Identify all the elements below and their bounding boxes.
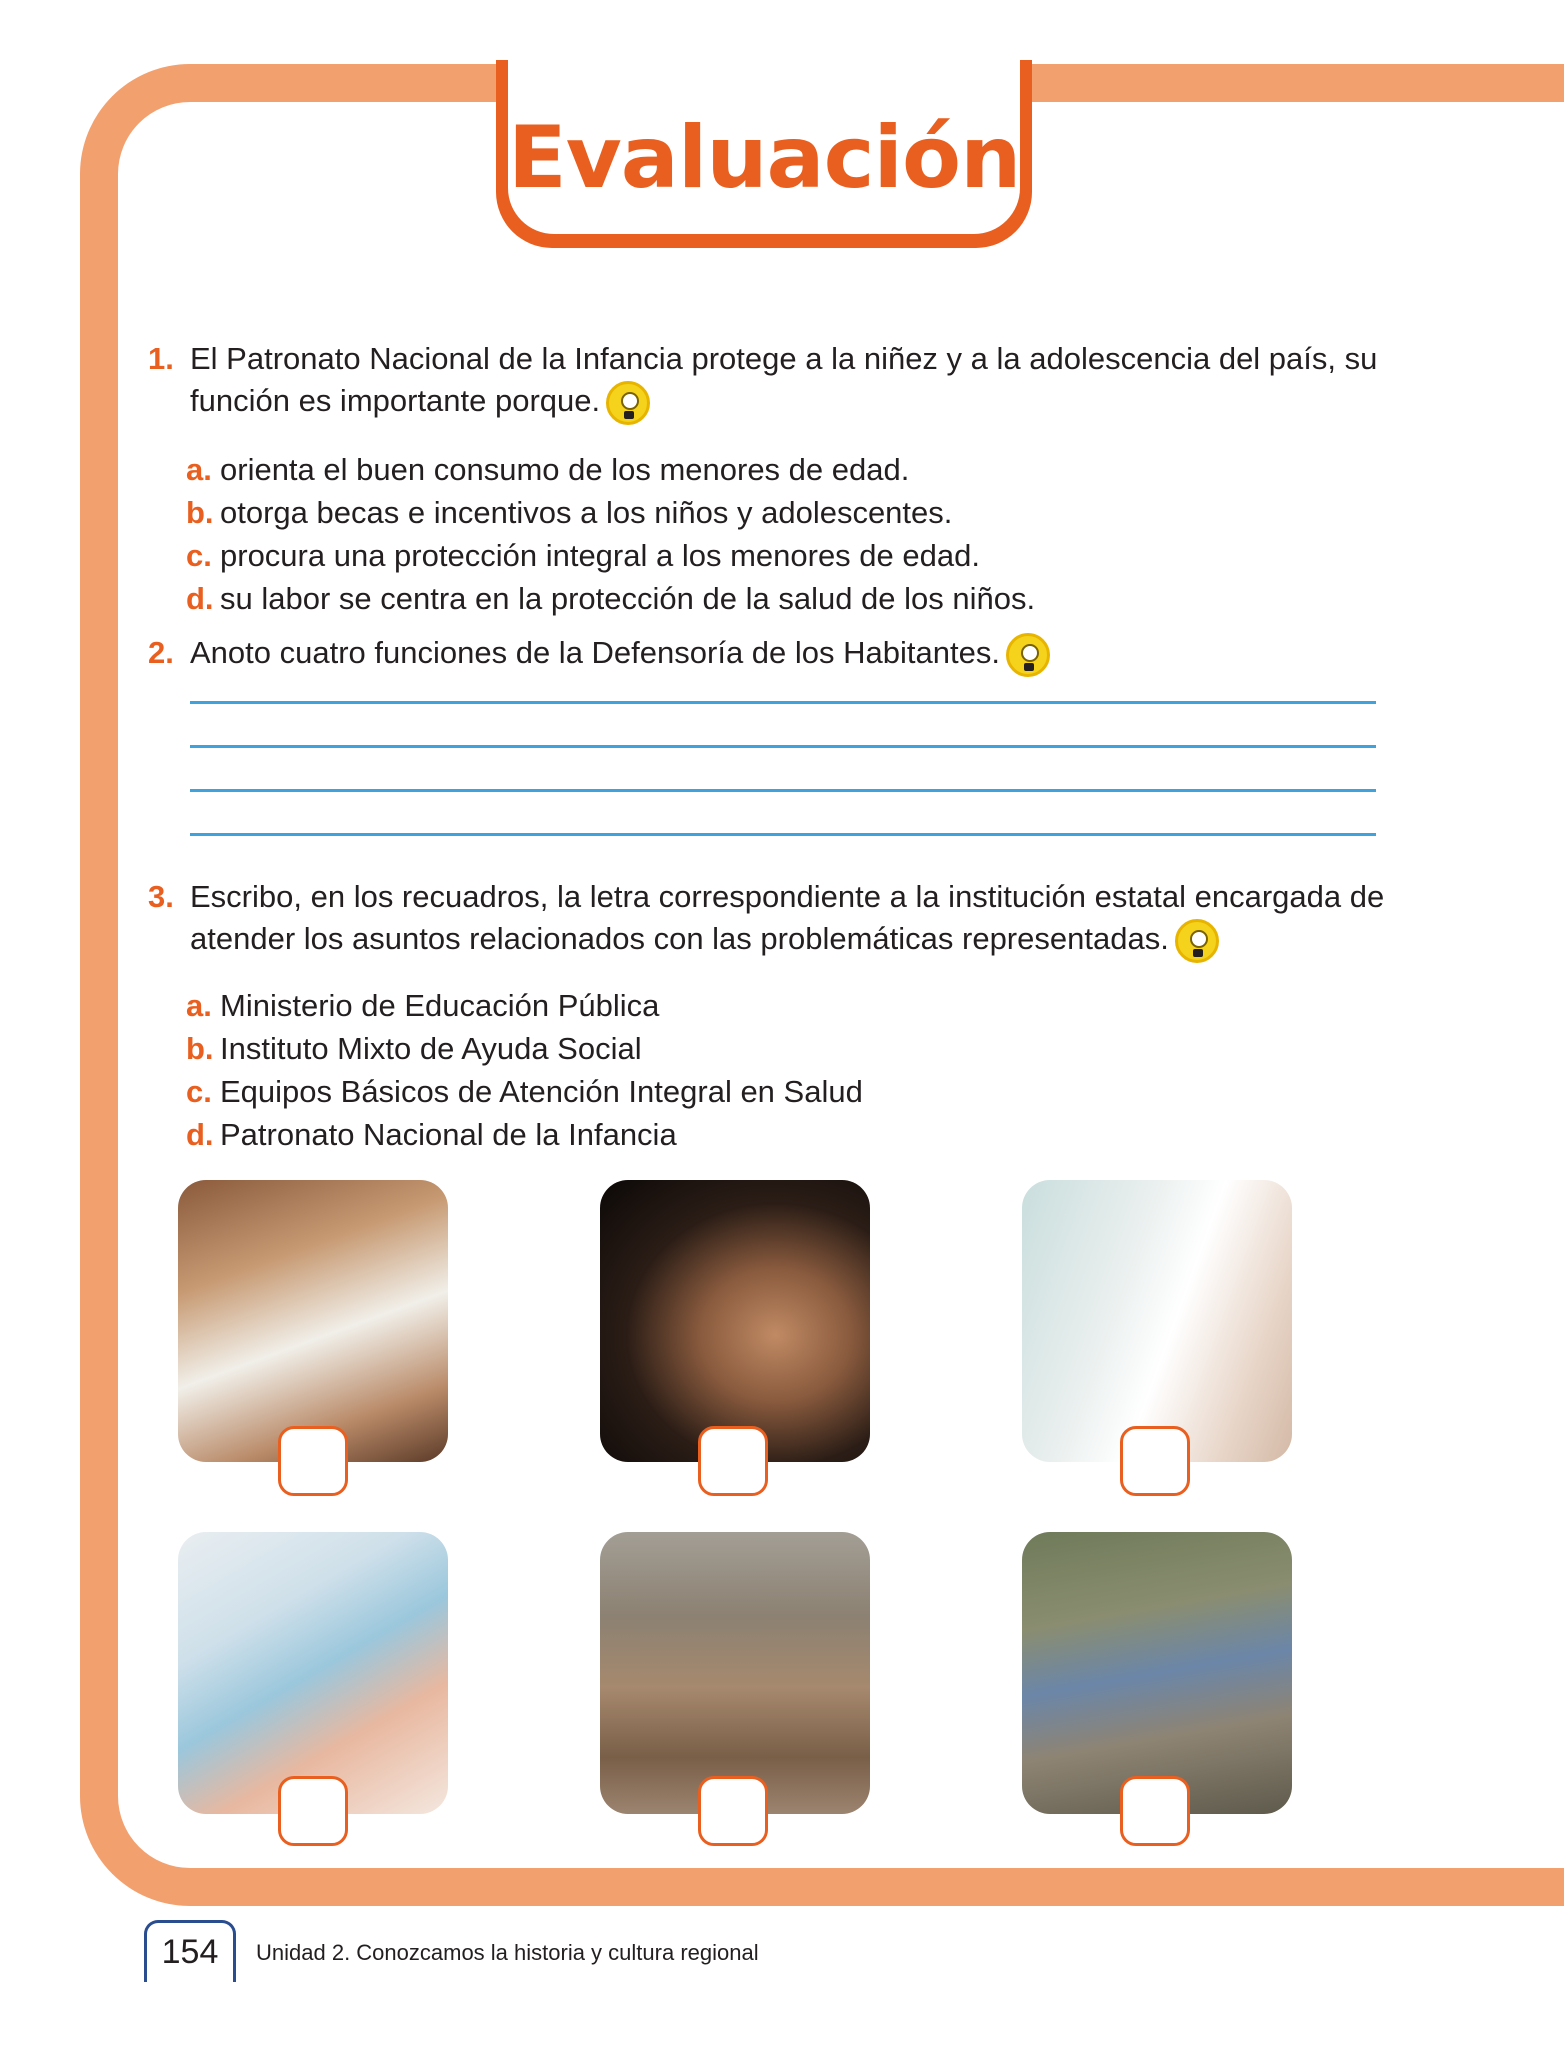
dentist-photo xyxy=(178,1532,448,1814)
institution-a: a. Ministerio de Educación Pública xyxy=(186,988,660,1023)
title-tab xyxy=(496,60,1032,248)
answer-box[interactable] xyxy=(278,1776,348,1846)
option-c[interactable]: c. procura una protección integral a los menores de edad. xyxy=(186,538,980,573)
question-2 xyxy=(148,632,1388,677)
option-a[interactable]: a. orienta el buen consumo de los menores de edad. xyxy=(186,452,910,487)
answer-box[interactable] xyxy=(698,1776,768,1846)
question-1 xyxy=(148,338,1388,425)
question-1-options xyxy=(186,448,1286,620)
page-title: Evaluación xyxy=(508,108,1021,208)
answer-line[interactable] xyxy=(190,789,1376,792)
option-b[interactable]: b. otorga becas e incentivos a los niños y adolescentes. xyxy=(186,495,953,530)
question-number: 3. xyxy=(148,879,174,914)
question-3-options xyxy=(186,984,1286,1156)
question-number: 2. xyxy=(148,635,174,670)
answer-line[interactable] xyxy=(190,745,1376,748)
lightbulb-icon xyxy=(1175,919,1219,963)
answer-line[interactable] xyxy=(190,833,1376,836)
question-text: El Patronato Nacional de la Infancia protege a la niñez y a la adolescencia del país, su función es importante porque. xyxy=(190,341,1378,418)
unit-caption: Unidad 2. Conozcamos la historia y cultura regional xyxy=(256,1940,759,1965)
question-number: 1. xyxy=(148,341,174,376)
answer-box[interactable] xyxy=(278,1426,348,1496)
answer-line[interactable] xyxy=(190,701,1376,704)
question-3 xyxy=(148,876,1388,963)
institution-c: c. Equipos Básicos de Atención Integral en Salud xyxy=(186,1074,863,1109)
question-text: Anoto cuatro funciones de la Defensoría de los Habitantes. xyxy=(190,635,1000,670)
doctor-lab-photo xyxy=(1022,1180,1292,1462)
option-d[interactable]: d. su labor se centra en la protección de la salud de los niños. xyxy=(186,581,1036,616)
institution-b: b. Instituto Mixto de Ayuda Social xyxy=(186,1031,642,1066)
page-number: 154 xyxy=(144,1920,236,1982)
boy-landfill-photo xyxy=(1022,1532,1292,1814)
answer-box[interactable] xyxy=(1120,1426,1190,1496)
question-text: Escribo, en los recuadros, la letra correspondiente a la institución estatal encargada de atender los asuntos relacionados con las problemáticas representadas. xyxy=(190,879,1385,956)
raised-hand-photo xyxy=(600,1180,870,1462)
lightbulb-icon xyxy=(1006,633,1050,677)
institution-d: d. Patronato Nacional de la Infancia xyxy=(186,1117,677,1152)
answer-box[interactable] xyxy=(1120,1776,1190,1846)
slum-houses-photo xyxy=(600,1532,870,1814)
students-reading-photo xyxy=(178,1180,448,1462)
answer-box[interactable] xyxy=(698,1426,768,1496)
lightbulb-icon xyxy=(606,381,650,425)
